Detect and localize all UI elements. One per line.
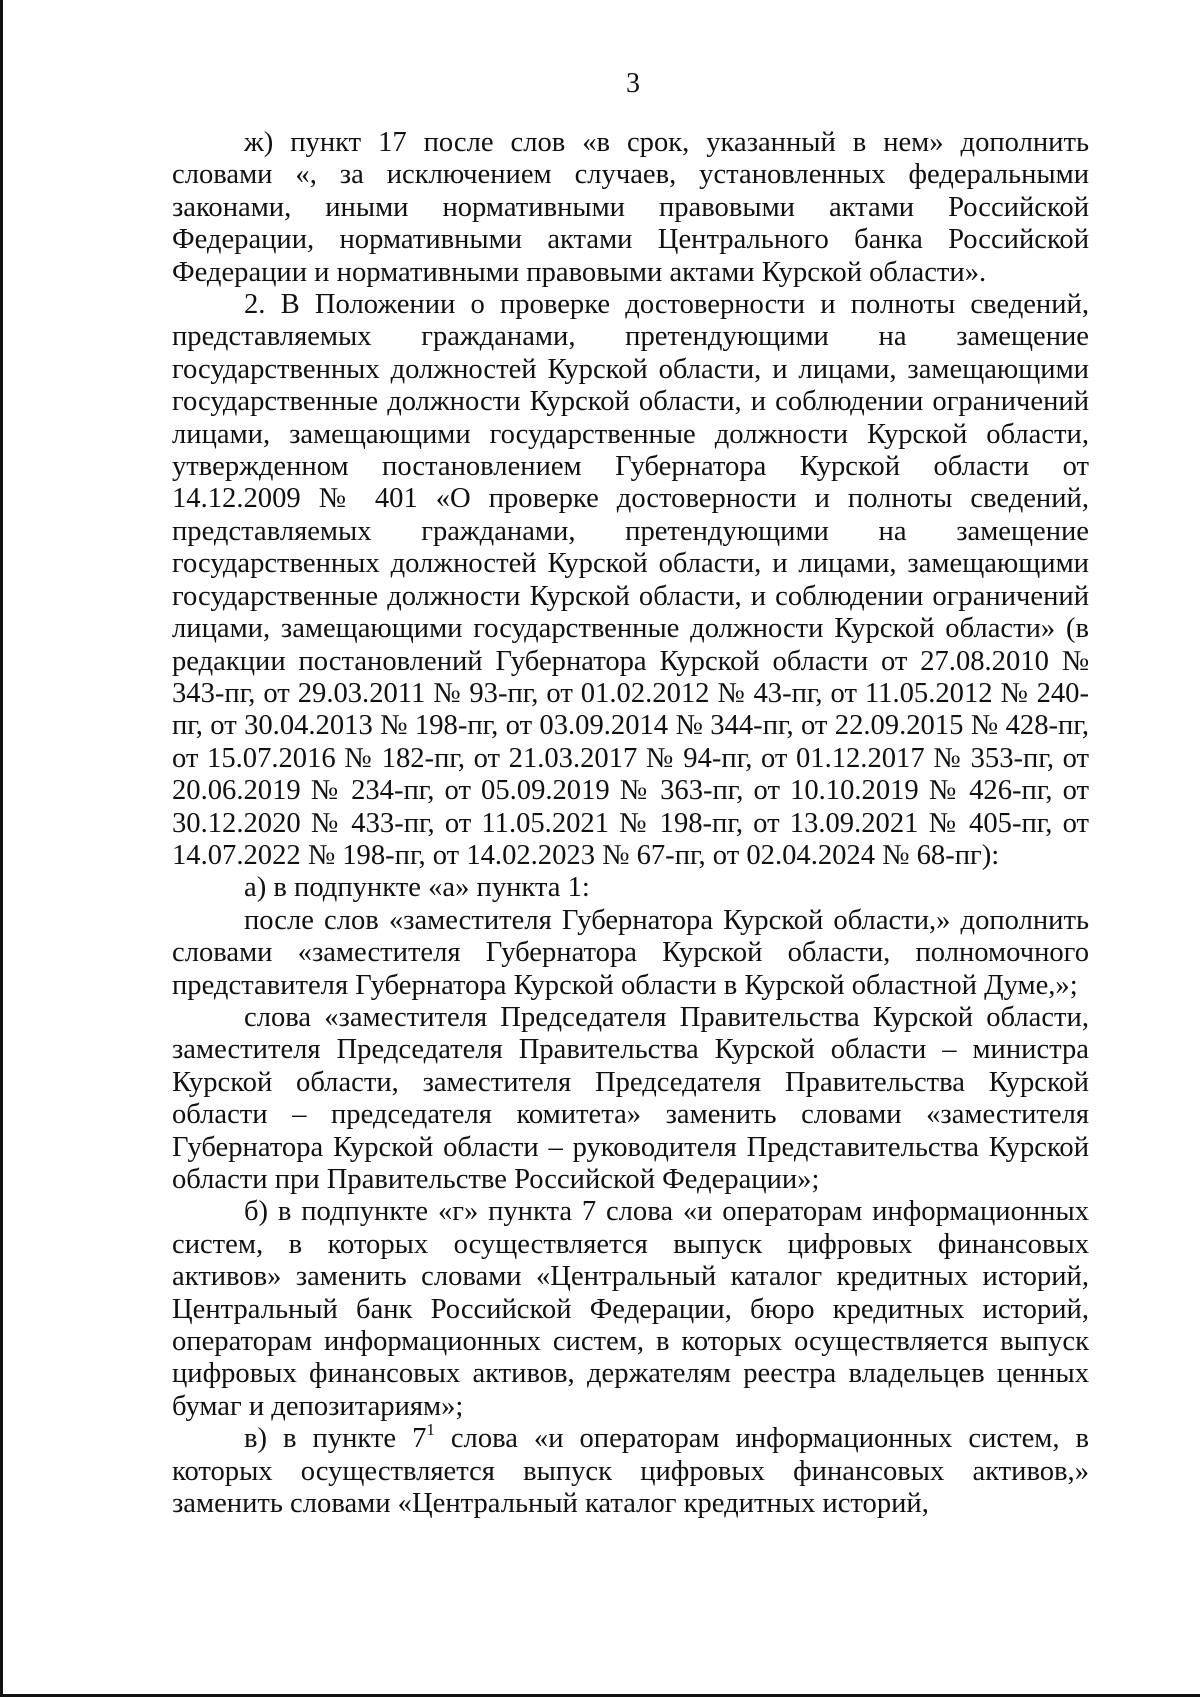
paragraph-subpoint-b: б) в подпункте «г» пункта 7 слова «и операторам информационных систем, в которых осуществляется выпуск цифровых финансовых активов» заменить словами «Центральный каталог кредитных историй, Центральный банк Российской Федерации, бюро кредитных историй, операторам информационных систем, в которых осуществляется выпуск цифровых финансовых активов, держателям реестра владельцев ценных бумаг и депозитариям»; <box>172 1196 1089 1422</box>
paragraph-subpoint-v-start: в) в пункте 7 <box>244 1423 427 1455</box>
paragraph-after-words-deputy-governor: после слов «заместителя Губернатора Курской области,» дополнить словами «заместителя Губернатора Курской области, полномочного представителя Губернатора Курской области в Курской областной Думе,»; <box>172 904 1089 1001</box>
paragraph-replace-deputy-chairman: слова «заместителя Председателя Правительства Курской области, заместителя Председателя Правительства Курской области – министра Курской области, заместителя Председателя Правительства Курской области – председателя комитета» заменить словами «заместителя Губернатора Курской области – руководителя Представительства Курской области при Правительстве Российской Федерации»; <box>172 1001 1089 1195</box>
paragraph-subpoint-v <box>172 1420 1089 1520</box>
document-body <box>172 127 1089 1520</box>
page-number: 3 <box>626 68 640 99</box>
paragraph-section-2-regulation: 2. В Положении о проверке достоверности и полноты сведений, представляемых гражданами, претендующими на замещение государственных должностей Курской области, и лицами, замещающими государственные должности Курской области, и соблюдении ограничений лицами, замещающими государственные должности Курской области, утвержденном постановлением Губернатора Курской области от 14.12.2009 № 401 «О проверке достоверности и полноты сведений, представляемых гражданами, претендующими на замещение государственных должностей Курской области, и лицами, замещающими государственные должности Курской области, и соблюдении ограничений лицами, замещающими государственные должности Курской области» (в редакции постановлений Губернатора Курской области от 27.08.2010 № 343-пг, от 29.03.2011 № 93-пг, от 01.02.2012 № 43-пг, от 11.05.2012 № 240-пг, от 30.04.2013 № 198-пг, от 03.09.2014 № 344-пг, от 22.09.2015 № 428-пг, от 15.07.2016 № 182-пг, от 21.03.2017 № 94-пг, от 01.12.2017 № 353-пг, от 20.06.2019 № 234-пг, от 05.09.2019 № 363-пг, от 10.10.2019 № 426-пг, от 30.12.2020 № 433-пг, от 11.05.2021 № 198-пг, от 13.09.2021 № 405-пг, от 14.07.2022 № 198-пг, от 14.02.2023 № 67-пг, от 02.04.2024 № 68-пг): <box>172 289 1089 871</box>
paragraph-zh-point-17: ж) пункт 17 после слов «в срок, указанный в нем» дополнить словами «, за исключением случаев, установленных федеральными законами, иными нормативными правовыми актами Российской Федерации, нормативными актами Центрального банка Российской Федерации и нормативными правовыми актами Курской области». <box>172 127 1089 288</box>
paragraph-subpoint-a: а) в подпункте «а» пункта 1: <box>244 872 590 904</box>
paragraph-subpoint-v-end: слова «и операторам информационных систем, в которых осуществляется выпуск цифровых финансовых активов,» заменить словами «Центральный каталог кредитных историй, <box>172 1423 1089 1520</box>
superscript-index: 1 <box>426 1420 435 1440</box>
